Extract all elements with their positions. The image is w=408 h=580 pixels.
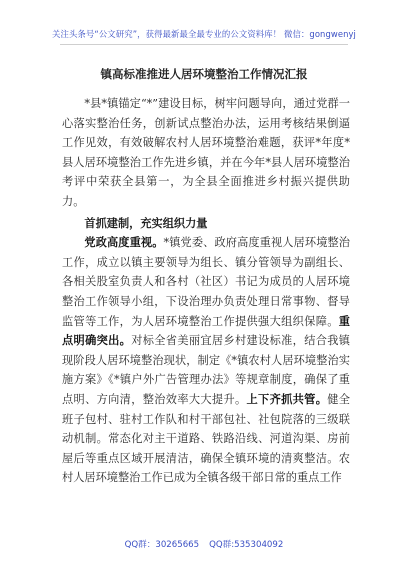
lead-phrase: 上下齐抓共管。 <box>246 391 328 406</box>
lead-phrase: 重点明确突出。 <box>62 313 350 348</box>
paragraph-text: 健全班子包村、驻村工作队和村干部包社、社包院落的三级联动机制。常态化对主干道路、铁路沿线、河道沟渠、房前屋后等重点区域开展清洁，确保全镇环境的清爽整洁。农村人居环境整治工作已成为全镇各级干部日常的重点工作 <box>62 392 350 485</box>
banner-divider <box>60 44 348 45</box>
qq-group-1: QQ群：30265665 <box>124 540 200 550</box>
footer-contacts <box>0 538 408 550</box>
lead-phrase: 党政高度重视。 <box>84 235 164 250</box>
intro-paragraph: *县*镇锚定“*”建设目标，树牢问题导向，通过党群一心落实整治任务，创新试点整治办法，运用考核结果倒逼工作见效，有效破解农村人居环境整治难题，获评*年度*县人居环境整治工作先进乡镇，并在今年*县人居环境整治考评中荣获全县第一，为全县全面推进乡村振兴提供助力。 <box>62 97 350 208</box>
section-heading: 首抓建制，充实组织力量 <box>84 215 208 230</box>
document-title: 镇高标准推进人居环境整治工作情况汇报 <box>100 67 308 81</box>
paragraph-text: *镇党委、政府高度重视人居环境整治工作，成立以镇主要领导为组长、镇分管领导为副组长、各相关股室负责人和各村（社区）书记为成员的人居环境整治工作领导小组，下设治理办负责处理日常事物、督导监管等工作，为人居环境整治工作提供强大组织保障。 <box>62 236 350 328</box>
document-body <box>62 94 350 488</box>
qq-group-2: QQ群:535304092 <box>209 540 284 550</box>
paragraph-text: 对标全省美丽宜居乡村建设标准，结合我镇现阶段人居环境整治现状，制定《*镇农村人居环境整治实施方案》《*镇户外广告管理办法》等规章制度，确保了重点明、方向清，整治效率大大提升。 <box>62 334 350 406</box>
promo-banner: 关注头条号“公文研究”，获得最新最全最专业的公文资料库！ 微信：gongwenyj <box>52 29 356 39</box>
paragraph-party-leadership <box>62 233 350 488</box>
